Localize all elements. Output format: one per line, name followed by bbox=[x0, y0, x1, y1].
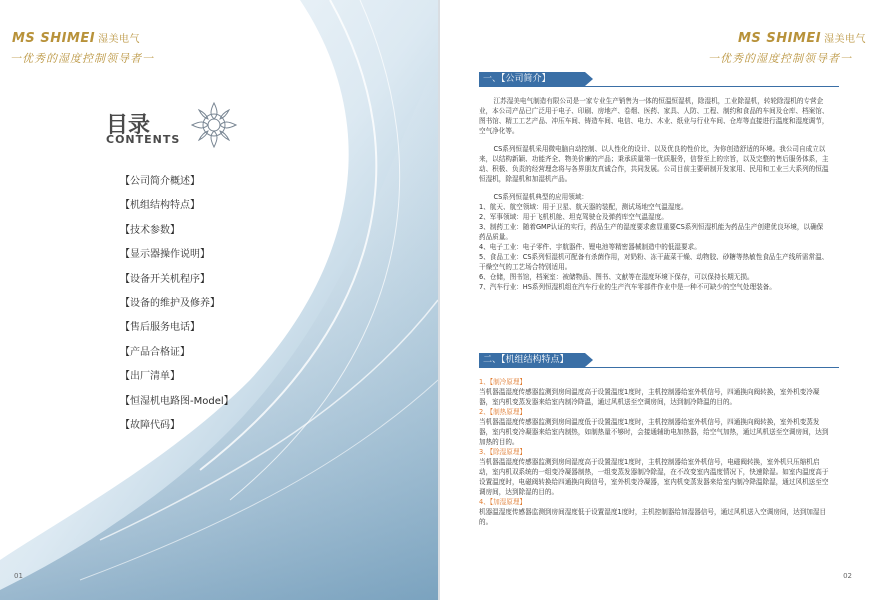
section-divider bbox=[479, 367, 839, 368]
paragraph: 机器温湿度传感器监测到房间湿度低于设置湿度1度时，主机控制器给加湿器信号，通过风机送入空调房间，达到加湿目的。 bbox=[479, 508, 827, 526]
toc-subtitle: CONTENTS bbox=[106, 133, 181, 146]
list-item: 7、汽车行业：HS系列恒湿机组在汽车行业的生产汽车零部件作业中是一种不可缺少的空气处理装备。 bbox=[479, 283, 776, 291]
list-item: 6、仓储，图书馆，档案室：被储物品、图书、文献等在湿度环境下保存，可以保持长期无损。 bbox=[479, 273, 754, 281]
paragraph: 当机器温湿度传感器监测到房间湿度高于设置湿度1度时，主机控制器给室外机信号，电磁阀转换，室外机只压缩机启动，室内机双系统的一组变冷凝器制热，一组变蒸发器制冷除湿，在不改变室内温度情况下，快速除湿。如室内温度高于设置温度时，电磁阀转换给四通换向阀信号，室外机变冷凝器，室内机变蒸发器来给室内制冷降温除湿，通过风机送至空调房间，达到除湿的目的。 bbox=[479, 458, 829, 496]
toc-item-label: 【公司简介概述】 bbox=[120, 176, 200, 187]
subsection-heading: 2、【制热原理】 bbox=[479, 408, 527, 416]
toc-item-label: 【故障代码】 bbox=[120, 419, 180, 431]
list-item: 5、食品工业：CS系列恒湿机可配备有杀菌作用，对奶粉、冻干蔬菜干燥、动物胶、砂糖等热敏性食品生产线所需常温、干燥空气的工艺场合特别适用。 bbox=[479, 253, 829, 271]
toc-item-label: 【恒湿机电路图-Model】 bbox=[120, 395, 234, 407]
list-item: 4、电子工业：电子零件、宇航器件、锂电池等精密器械制造中的低湿要求。 bbox=[479, 243, 701, 251]
toc-item-label: 【售后服务电话】 bbox=[120, 322, 200, 334]
section-title: 二、【机组结构特点】 bbox=[479, 353, 585, 368]
brand-slogan: 一优秀的湿度控制领导者一 bbox=[10, 52, 154, 65]
section-divider bbox=[479, 86, 839, 87]
section2-body bbox=[479, 377, 829, 527]
toc-item-label: 【产品合格证】 bbox=[120, 346, 190, 358]
brand-logo bbox=[738, 30, 866, 46]
list-item: 2、军事领域：用于飞机机舱、坦克驾驶仓及弹药库空气温湿度。 bbox=[479, 213, 668, 221]
paragraph: CS系列恒湿机典型的应用领域： bbox=[493, 193, 589, 201]
left-page bbox=[0, 0, 438, 600]
page-number: 01 bbox=[14, 572, 23, 580]
brand-logo bbox=[12, 30, 140, 46]
toc-title: 目录 bbox=[106, 113, 151, 138]
page-number: 02 bbox=[843, 572, 852, 580]
toc-item-label: 【技术参数】 bbox=[120, 224, 180, 236]
paragraph: 江苏湿美电气制造有限公司是一家专业生产销售为一体的恒温恒湿机，除湿机，工业除湿机，转轮除湿机的专营企业，本公司产品已广泛用于电子、印刷、房地产、卷烟、医药、家具、人防、工程、制约和食品的车间及仓库、档案馆、图书馆、精工工艺产品、冲压车间、铸造车间、电信、电力、木业、纸业与行业车间、仓库等直接进行温度和湿度调节，空气净化等。 bbox=[479, 97, 829, 135]
logo-text: MS SHIMEI bbox=[738, 31, 822, 46]
toc-item-label: 【出厂清单】 bbox=[120, 371, 180, 383]
list-item: 1、航天、航空领域：用于卫星、航天器的装配，测试场地空气温湿度。 bbox=[479, 203, 688, 211]
paragraph: 当机器温湿度传感器监测到房间温度低于设置温度1度时，主机控制器给室外机信号，四通换向阀转换，室外机变蒸发器，室内机变冷凝器来给室内制热，如制热量不够时，会接通辅助电加热器，给空气加热，通过风机送至空调房间，达到加热的目的。 bbox=[479, 418, 829, 446]
paragraph: 当机器温湿度传感器监测到房间温度高于设置温度1度时，主机控制器给室外机信号，四通换向阀转换，室外机变冷凝器，室内机变蒸发器来给室内制冷降温，通过风机送至空调房间，达到制冷降温的目的。 bbox=[479, 388, 820, 406]
section1-body bbox=[479, 96, 829, 292]
toc-item-label: 【机组结构特点】 bbox=[120, 200, 200, 212]
section-title: 一、【公司简介】 bbox=[479, 72, 585, 87]
toc-item-label: 【设备的维护及修养】 bbox=[120, 297, 220, 309]
logo-cn: 湿美电气 bbox=[824, 34, 867, 45]
logo-text: MS SHIMEI bbox=[12, 31, 96, 46]
list-item: 3、制药工业：随着GMP认证的实行，药品生产的湿度要求愈显重要CS系列恒湿机能为药品生产创建优良环境，以确保药品质量。 bbox=[479, 223, 824, 241]
paragraph: CS系列恒湿机采用微电脑自动控制、以人性化的设计、以及优良的性价比，为你创造舒适的环境。我公司自成立以来，以结构新颖、功能齐全、物美价廉的产品；秉承质量第一优质服务，信誉至上的宗旨，以及完整的售后服务体系，主动、积极、负责的经营理念将与各界朋友真诚合作，共同发展。公司目前主要研制开发家用、民用和工业三大系列的恒温恒湿机，除湿机和加湿机产品。 bbox=[479, 145, 829, 183]
toc-item-label: 【显示器操作说明】 bbox=[120, 249, 210, 261]
subsection-heading: 3、【除湿原理】 bbox=[479, 448, 527, 456]
subsection-heading: 1、【制冷原理】 bbox=[479, 378, 527, 386]
logo-cn: 湿美电气 bbox=[98, 34, 141, 45]
brand-slogan: 一优秀的湿度控制领导者一 bbox=[708, 52, 852, 65]
toc-item-label: 【设备开关机程序】 bbox=[120, 273, 210, 285]
ornament-icon bbox=[190, 101, 238, 149]
subsection-heading: 4、【加湿原理】 bbox=[479, 498, 527, 506]
